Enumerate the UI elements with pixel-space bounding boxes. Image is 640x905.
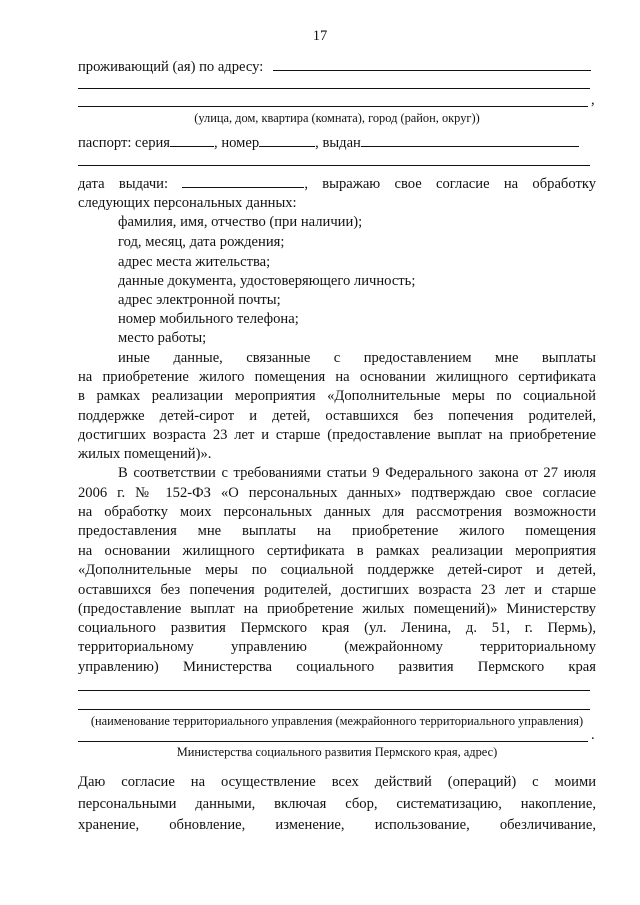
data-list-intro: следующих персональных данных: bbox=[78, 195, 297, 211]
other-data-line: жилых помещений)». bbox=[78, 446, 212, 462]
passport-label: паспорт: серия bbox=[78, 135, 171, 151]
data-item: год, месяц, дата рождения; bbox=[118, 234, 285, 250]
data-item: место работы; bbox=[118, 330, 207, 346]
data-item: данные документа, удостоверяющего личность; bbox=[118, 273, 416, 289]
ministry-underline[interactable] bbox=[78, 741, 588, 742]
passport-underline-2[interactable] bbox=[78, 165, 590, 166]
final-line: хранение, обновление, изменение, использование, обезличивание, bbox=[78, 817, 596, 833]
consent-line: предоставления мне выплаты на приобретение жилого помещения bbox=[78, 523, 596, 539]
issue-date-word: обработку bbox=[532, 176, 597, 192]
other-data-line: поддержке детей-сирот и детей, оставшихся без попечения родителей, bbox=[78, 408, 596, 424]
page-number: 17 bbox=[312, 28, 328, 44]
data-item: адрес места жительства; bbox=[118, 254, 271, 270]
passport-number-field[interactable] bbox=[259, 134, 315, 147]
passport-issued-field[interactable] bbox=[361, 134, 579, 147]
address-trailing-comma: , bbox=[591, 92, 595, 108]
consent-line: управлению) Министерства социального развития Пермского края bbox=[78, 659, 596, 675]
address-underline-3[interactable] bbox=[78, 106, 588, 107]
issue-date-word: выражаю bbox=[322, 176, 381, 192]
address-field[interactable] bbox=[273, 58, 591, 71]
final-line: Даю согласие на осуществление всех действий (операций) с моими bbox=[78, 774, 596, 790]
data-item: адрес электронной почты; bbox=[118, 292, 281, 308]
territorial-underline-1[interactable] bbox=[78, 690, 590, 691]
consent-line: (предоставление выплат на приобретение жилых помещений)» Министерству bbox=[78, 601, 596, 617]
territorial-caption: (наименование территориального управления (межрайонного территориального управления) bbox=[90, 714, 584, 728]
passport-series-field[interactable] bbox=[170, 134, 214, 147]
issue-date-comma: , bbox=[304, 176, 308, 192]
other-data-line: в рамках реализации мероприятия «Дополнительные меры по социальной bbox=[78, 388, 596, 404]
issue-date-word: на bbox=[503, 176, 519, 192]
final-line: персональными данными, включая сбор, систематизацию, накопление, bbox=[78, 796, 596, 812]
passport-number-label: , номер bbox=[214, 135, 260, 151]
other-data-line: иные данные, связанные с предоставлением мне выплаты bbox=[118, 350, 596, 366]
passport-issued-label: , выдан bbox=[315, 135, 361, 151]
consent-line: на обработку моих персональных данных для рассмотрения возможности bbox=[78, 504, 596, 520]
consent-line: социального развития Пермского края (ул. Ленина, д. 51, г. Пермь), bbox=[78, 620, 596, 636]
address-label: проживающий (ая) по адресу: bbox=[78, 59, 264, 75]
address-line bbox=[78, 57, 596, 77]
consent-line: территориальному управлению (межрайонному территориальному bbox=[78, 639, 596, 655]
issue-date-field[interactable] bbox=[182, 175, 304, 188]
consent-line: «Дополнительные меры по социальной поддержке детей-сирот и детей, bbox=[78, 562, 596, 578]
address-caption: (улица, дом, квартира (комната), город (район, округ)) bbox=[194, 111, 480, 125]
ministry-caption: Министерства социального развития Пермского края, адрес) bbox=[176, 745, 498, 759]
data-item: номер мобильного телефона; bbox=[118, 311, 299, 327]
consent-line: оставшихся без попечения родителей, достигших возраста 23 лет и старше bbox=[78, 582, 596, 598]
consent-line: В соответствии с требованиями статьи 9 Федерального закона от 27 июля bbox=[118, 465, 596, 481]
issue-date-word: согласие bbox=[436, 176, 490, 192]
other-data-line: на приобретение жилого помещения на основании жилищного сертификата bbox=[78, 369, 596, 385]
address-underline-2[interactable] bbox=[78, 88, 590, 89]
ministry-period: . bbox=[591, 727, 595, 743]
territorial-underline-2[interactable] bbox=[78, 709, 590, 710]
consent-line: на основании жилищного сертификата в рамках реализации мероприятия bbox=[78, 543, 596, 559]
issue-date-word: свое bbox=[394, 176, 422, 192]
issue-date-line bbox=[78, 174, 596, 194]
issue-date-label: дата выдачи: bbox=[78, 176, 169, 192]
consent-line: 2006 г. № 152-ФЗ «О персональных данных» подтверждаю свое согласие bbox=[78, 485, 596, 501]
data-item: фамилия, имя, отчество (при наличии); bbox=[118, 214, 363, 230]
passport-line bbox=[78, 133, 596, 153]
other-data-line: достигших возраста 23 лет и старше (предоставление выплат на приобретение bbox=[78, 427, 596, 443]
